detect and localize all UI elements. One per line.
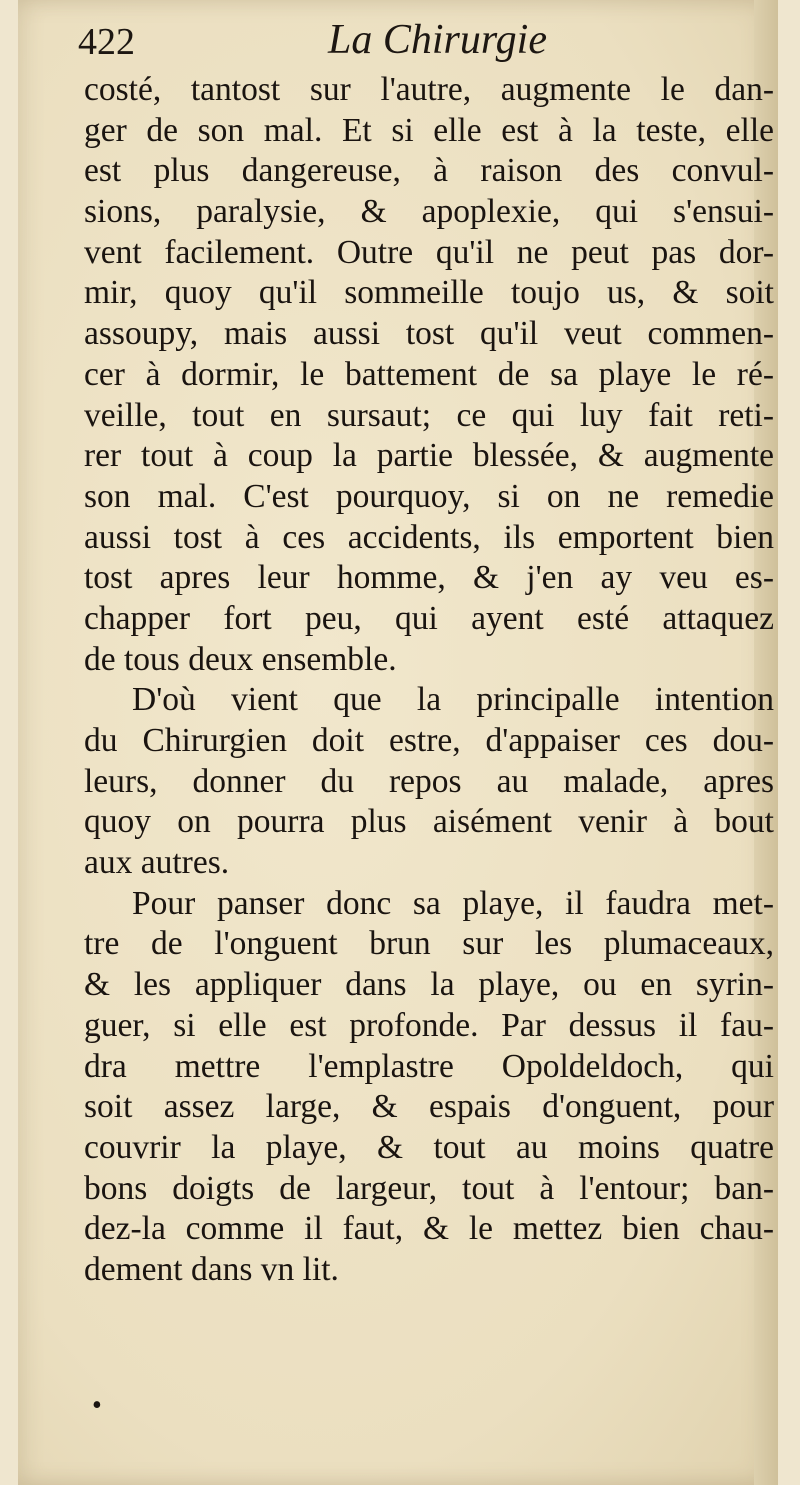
text-line: chapper fort peu, qui ayent esté attaquez: [84, 599, 774, 637]
page-header: [78, 16, 758, 64]
text-line: tre de l'onguent brun sur les plumaceaux,: [84, 925, 774, 963]
text-line: sions, paralysie, & apoplexie, qui s'ensui-: [84, 193, 774, 231]
text-line: leurs, donner du repos au malade, apres: [84, 762, 774, 800]
book-page: [18, 0, 778, 1485]
text-line: dez-la comme il faut, & le mettez bien chau-: [84, 1210, 774, 1248]
text-line: soit assez large, & espais d'onguent, pour: [84, 1088, 774, 1126]
text-line: costé, tantost sur l'autre, augmente le dan-: [84, 71, 774, 108]
text-line: rer tout à coup la partie blessée, & augmente: [84, 437, 774, 475]
text-line: dra mettre l'emplastre Opoldeldoch, qui: [84, 1047, 774, 1085]
text-line: & les appliquer dans la playe, ou en syrin-: [84, 966, 774, 1004]
page-number: 422: [78, 21, 135, 63]
text-line: du Chirurgien doit estre, d'appaiser ces dou-: [84, 722, 774, 759]
text-line: bons doigts de largeur, tout à l'entour; ban-: [84, 1169, 774, 1207]
text-line: veille, tout en sursaut; ce qui luy fait reti-: [84, 396, 774, 434]
text-line: guer, si elle est profonde. Par dessus il fau-: [84, 1006, 774, 1044]
text-line: mir, quoy qu'il sommeille toujo us, & soit: [84, 274, 774, 312]
text-line: de tous deux ensemble.: [84, 640, 397, 678]
running-title: La Chirurgie: [328, 17, 547, 63]
text-line: vent facilement. Outre qu'il ne peut pas dor-: [84, 233, 774, 271]
text-line: tost apres leur homme, & j'en ay veu es-: [84, 559, 774, 597]
stray-ink-mark: •: [92, 1390, 102, 1421]
text-line: assoupy, mais aussi tost qu'il veut commen-: [84, 315, 774, 353]
text-line: aussi tost à ces accidents, ils emportent bien: [84, 518, 774, 556]
text-line: couvrir la playe, & tout au moins quatre: [84, 1128, 774, 1166]
text-line: quoy on pourra plus aisément venir à bout: [84, 803, 774, 841]
text-line: Pour panser donc sa playe, il faudra met-: [132, 884, 774, 922]
text-line: ger de son mal. Et si elle est à la teste, elle: [84, 111, 774, 149]
text-line: D'où vient que la principalle intention: [132, 681, 774, 719]
text-line: est plus dangereuse, à raison des convul-: [84, 152, 774, 190]
text-line: son mal. C'est pourquoy, si on ne remedie: [84, 477, 774, 515]
text-line: aux autres.: [84, 844, 230, 882]
text-line: cer à dormir, le battement de sa playe le ré-: [84, 355, 774, 393]
text-line: dement dans vn lit.: [84, 1250, 339, 1288]
body-text: [84, 70, 774, 1291]
